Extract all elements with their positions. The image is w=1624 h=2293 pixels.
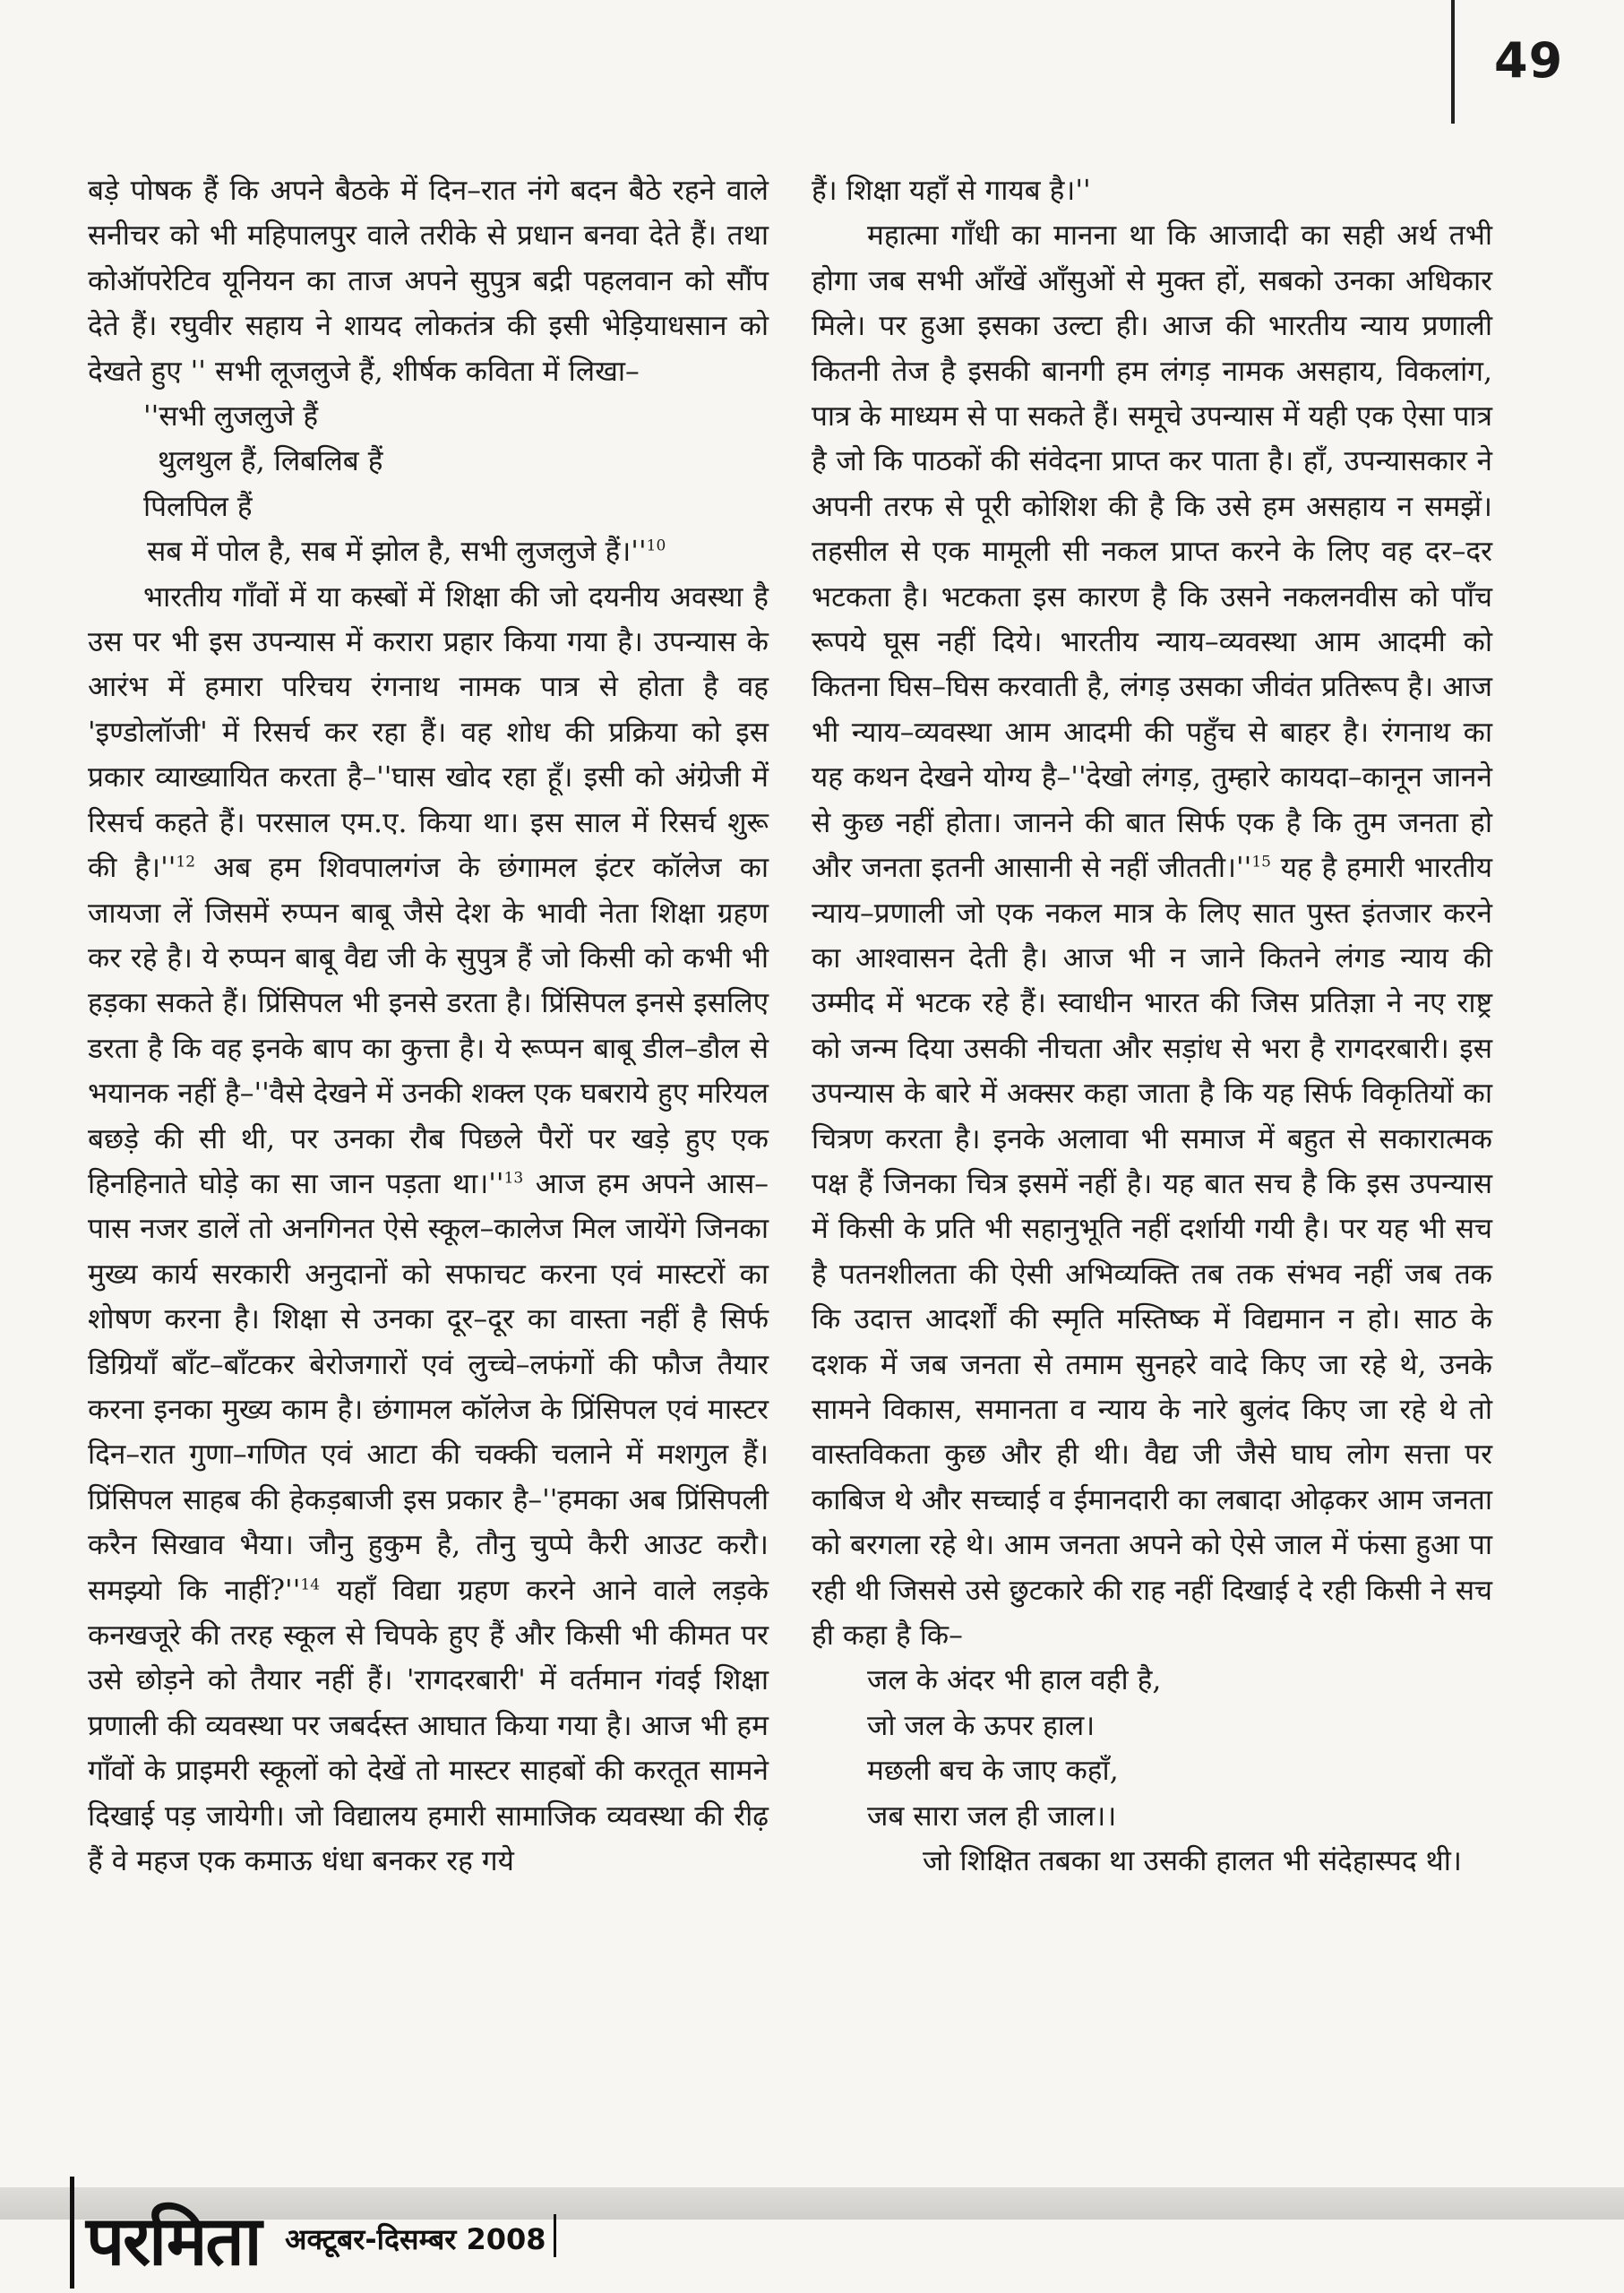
- paragraph: [88, 575, 769, 1885]
- paragraph-text: भारतीय गाँवों में या कस्बों में शिक्षा की जो दयनीय अवस्था है उस पर भी इस उपन्यास में करारा प्रहार किया गया है। उपन्यास के आरंभ में हमारा परिचय रंगनाथ नामक पात्र से होता है वह 'इण्डोलॉजी' में रिसर्च कर रहा हैं। वह शोध की प्रक्रिया को इस प्रकार व्याख्यायित करता है–''घास खोद रहा हूँ। इसी को अंग्रेजी में रिसर्च कहते हैं। परसाल एम.ए. किया था। इस साल में रिसर्च शुरू की है।'': [88, 580, 769, 885]
- footnote-ref: 10: [646, 537, 666, 555]
- poem-line: [143, 529, 769, 574]
- poem-line: जल के अंदर भी हाल वही है,: [867, 1664, 1162, 1697]
- header-rule: [1451, 0, 1455, 124]
- footnote-ref: 12: [176, 853, 196, 872]
- poem-line-text: सब में पोल है, सब में झोल है, सभी लुजलुजे हैं।'': [147, 536, 647, 569]
- paragraph: हैं। शिक्षा यहाँ से गायब है।'': [812, 175, 1091, 207]
- paragraph-text: यहाँ विद्या ग्रहण करने आने वाले लड़के कनखजूरे की तरह स्कूल से चिपके हुए हैं और किसी भी कीमत पर उसे छोड़ने को तैयार नहीं हैं। 'रागदरबारी' में वर्तमान गंवई शिक्षा प्रणाली की व्यवस्था पर जबर्दस्त आघात किया गया है। आज भी हम गाँवों के प्राइमरी स्कूलों को देखें तो मास्टर साहबों की करतूत सामने दिखाई पड़ जायेगी। जो विद्यालय हमारी सामाजिक व्यवस्था की रीढ़ हैं वे महज एक कमाऊ धंधा बनकर रह गये: [88, 1574, 769, 1878]
- footer: [0, 2177, 1624, 2293]
- footer-rule: [70, 2177, 74, 2289]
- poem-line: पिलपिल हैं: [143, 490, 253, 523]
- paragraph-text: यह है हमारी भारतीय न्याय–प्रणाली जो एक नकल मात्र के लिए सात पुस्त इंतजार करने का आश्वासन देती है। आज भी न जाने कितने लंगड न्याय की उम्मीद में भटक रहे हैं। स्वाधीन भारत की जिस प्रतिज्ञा ने नए राष्ट्र को जन्म दिया उसकी नीचता और सड़ांध से भरा है रागदरबारी। इस उपन्यास के बारे में अक्सर कहा जाता है कि यह सिर्फ विकृतियों का चित्रण करता है। इनके अलावा भी समाज में बहुत से सकारात्मक पक्ष हैं जिनका चित्र इसमें नहीं है। यह बात सच है कि इस उपन्यास में किसी के प्रति भी सहानुभूति नहीं दर्शायी गयी है। पर यह भी सच है पतनशीलता की ऐसी अभिव्यक्ति तब तक संभव नहीं जब तक कि उदात्त आदर्शों की स्मृति मस्तिष्क में विद्यमान न हो। साठ के दशक में जब जनता से तमाम सुनहरे वादे किए जा रहे थे, उनके सामने विकास, समानता व न्याय के नारे बुलंद किए जा रहे थे तो वास्तविकता कुछ और ही थी। वैद्य जी जैसे घाघ लोग सत्ता पर काबिज थे और सच्चाई व ईमानदारी का लबादा ओढ़कर आम जनता को बरगला रहे थे। आम जनता अपने को ऐसे जाल में फंसा हुआ पा रही थी जिससे उसे छुटकारे की राह नहीं दिखाई दे रही किसी ने सच ही कहा है कि–: [812, 852, 1492, 1652]
- right-column: [812, 168, 1492, 1884]
- page-number: 49: [1494, 32, 1564, 89]
- paragraph: बड़े पोषक हैं कि अपने बैठके में दिन–रात नंगे बदन बैठे रहने वाले सनीचर को भी महिपालपुर वाले तरीके से प्रधान बनवा देते हैं। तथा कोऑपरेटिव यूनियन का ताज अपने सुपुत्र बद्री पहलवान को सौंप देते हैं। रघुवीर सहाय ने शायद लोकतंत्र की इसी भेड़ियाधसान को देखते हुए '' सभी लूजलुजे हैं, शीर्षक कविता में लिखा–: [88, 175, 769, 388]
- footnote-ref: 13: [503, 1169, 524, 1188]
- poem-quote: [88, 394, 769, 575]
- paragraph-text: महात्मा गाँधी का मानना था कि आजादी का सही अर्थ तभी होगा जब सभी आँखें आँसुओं से मुक्त हों, सबको उनका अधिकार मिले। पर हुआ इसका उल्टा ही। आज की भारतीय न्याय प्रणाली कितनी तेज है इसकी बानगी हम लंगड़ नामक असहाय, विकलांग, पात्र के माध्यम से पा सकते हैं। समूचे उपन्यास में यही एक ऐसा पात्र है जो कि पाठकों की संवेदना प्राप्त कर पाता है। हाँ, उपन्यासकार ने अपनी तरफ से पूरी कोशिश की है कि उसे हम असहाय न समझें। तहसील से एक मामूली सी नकल प्राप्त करने के लिए वह दर–दर भटकता है। भटकता इस कारण है कि उसने नकलनवीस को पाँच रूपये घूस नहीं दिये। भारतीय न्याय–व्यवस्था आम आदमी को कितना घिस–घिस करवाती है, लंगड़ उसका जीवंत प्रतिरूप है। आज भी न्याय–व्यवस्था आम आदमी की पहुँच से बाहर है। रंगनाथ का यह कथन देखने योग्य है–''देखो लंगड़, तुम्हारे कायदा–कानून जानने से कुछ नहीं होता। जानने की बात सिर्फ एक है कि तुम जनता हो और जनता इतनी आसानी से नहीं जीतती।'': [812, 219, 1492, 885]
- page-header: [1451, 0, 1624, 124]
- poem-line: ''सभी लुजलुजे हैं: [143, 400, 319, 434]
- poem-line: जो जल के ऊपर हाल।: [867, 1709, 1096, 1742]
- poem-line: मछली बच के जाए कहाँ,: [867, 1755, 1119, 1788]
- magazine-title: परमिता: [86, 2201, 261, 2280]
- poem-line: जब सारा जल ही जाल।।: [867, 1799, 1117, 1833]
- poem-line: थुलथुल हैं, लिबलिब हैं: [158, 445, 383, 478]
- poem-quote: [812, 1658, 1492, 1839]
- paragraph: जो शिक्षित तबका था उसकी हालत भी संदेहास्पद थी।: [923, 1845, 1462, 1878]
- paragraph: [812, 213, 1492, 1658]
- paragraph-text: अब हम शिवपालगंज के छंगामल इंटर कॉलेज का जायजा लें जिसमें रुप्पन बाबू जैसे देश के भावी नेता शिक्षा ग्रहण कर रहे है। ये रुप्पन बाबू वैद्य जी के सुपुत्र हैं जो किसी को कभी भी हड़का सकते हैं। प्रिंसिपल भी इनसे डरता है। प्रिंसिपल इनसे इसलिए डरता है कि वह इनके बाप का कुत्ता है। ये रूप्पन बाबू डील–डौल से भयानक नहीं है–''वैसे देखने में उनकी शक्ल एक घबराये हुए मरियल बछड़े की सी थी, पर उनका रौब पिछले पैरों पर खड़े हुए एक हिनहिनाते घोड़े का सा जान पड़ता था।'': [88, 852, 769, 1200]
- left-column: [88, 168, 769, 1884]
- issue-date: अक्टूबर-दिसम्बर 2008: [285, 2222, 546, 2256]
- footer-rule-end: [554, 2214, 556, 2257]
- paragraph-text: आज हम अपने आस–पास नजर डालें तो अनगिनत ऐसे स्कूल–कालेज मिल जायेंगे जिनका मुख्य कार्य सरकारी अनुदानों को सफाचट करना एवं मास्टरों का शोषण करना है। शिक्षा से उनका दूर–दूर का वास्ता नहीं है सिर्फ डिग्रियाँ बाँट–बाँटकर बेरोजगारों एवं लुच्चे–लफंगों की फौज तैयार करना इनका मुख्य काम है। छंगामल कॉलेज के प्रिंसिपल एवं मास्टर दिन–रात गुणा–गणित एवं आटा की चक्की चलाने में मशगुल हैं। प्रिंसिपल साहब की हेकड़बाजी इस प्रकार है–''हमका अब प्रिंसिपली करैन सिखाव भैया। जौनु हुकुम है, तौनु चुप्पे कैरी आउट करौ। समझ्यो कि नाहीं?'': [88, 1167, 769, 1607]
- footnote-ref: 14: [300, 1576, 321, 1594]
- footnote-ref: 15: [1251, 853, 1271, 872]
